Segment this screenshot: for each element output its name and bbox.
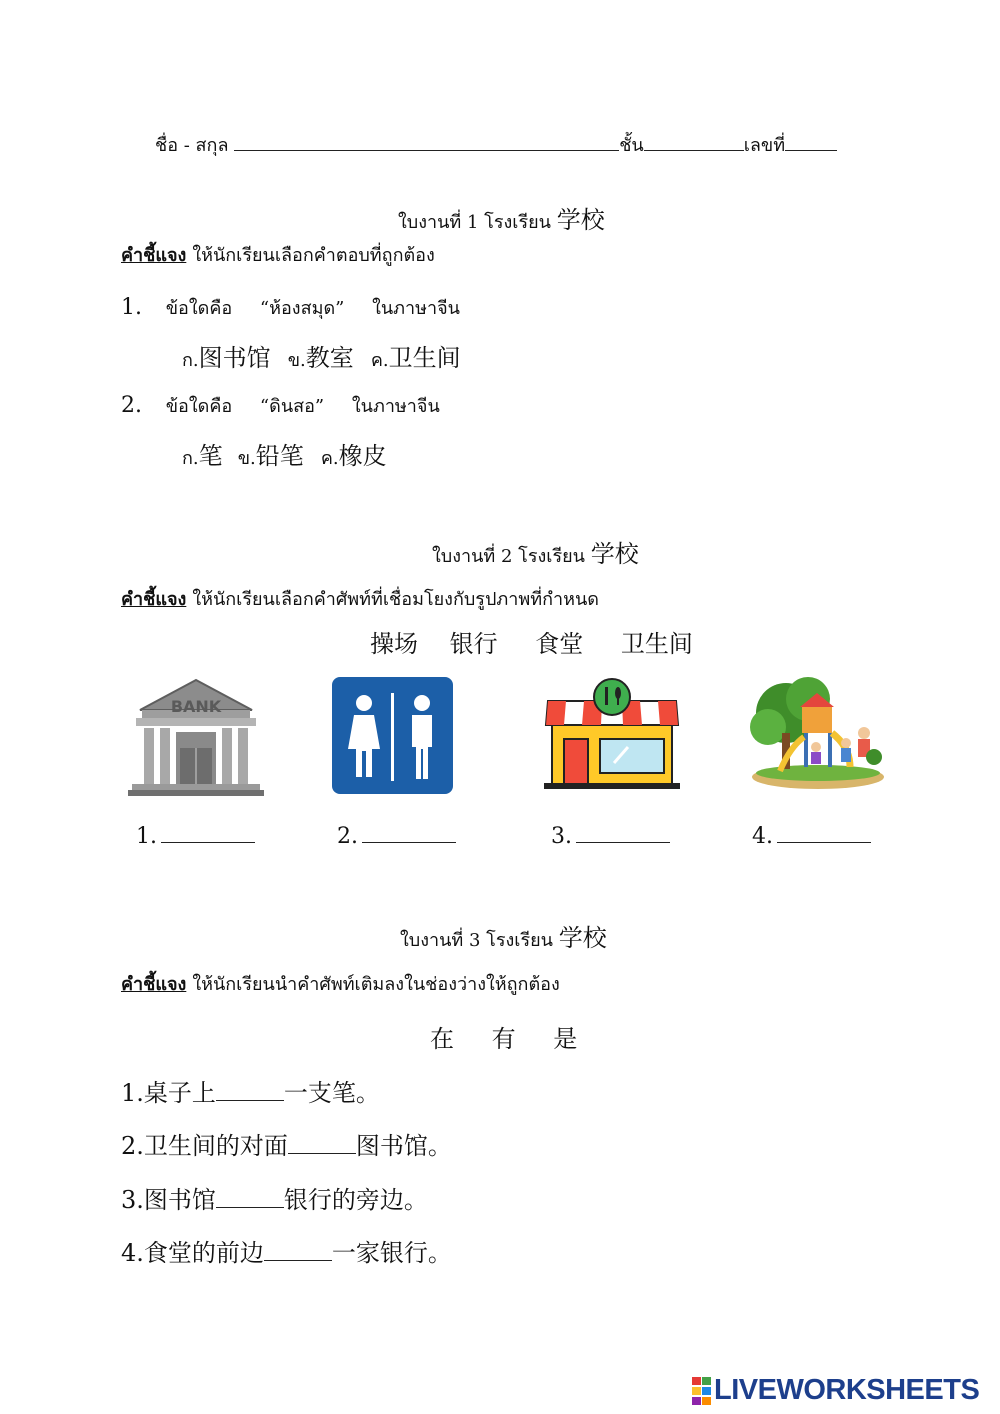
word-bank-item: 有 [491,1025,516,1053]
question-2-options [182,436,387,472]
sheet1-title-zh: 学校 [556,206,605,234]
number-label: เลขที่ [743,135,786,156]
sentence-1: 1.桌子上 一支笔。 [121,1079,380,1107]
word-bank-item: 银行 [449,630,498,658]
sentence-3: 3.图书馆 银行的旁边。 [121,1186,428,1214]
instruction-text: ให้นักเรียนนำคำศัพท์เติมลงในช่องว่างให้ถูกต้อง [192,974,560,995]
fill-blank[interactable] [216,1080,284,1101]
sheet3-instruction [121,969,560,998]
bank-sign: BANK [170,697,222,716]
fill-blank[interactable] [216,1187,284,1208]
sentence-2: 2.卫生间的对面 图书馆。 [121,1132,452,1160]
fill-blank[interactable] [288,1133,356,1154]
answer-2[interactable]: 2. [337,824,456,849]
option[interactable]: ค.橡皮 [320,442,387,470]
instruction-text: ให้นักเรียนเลือกคำศัพท์ที่เชื่อมโยงกับรูปภาพที่กำหนด [192,589,599,610]
sheet1-title [398,200,605,236]
question-number: 2. [121,393,142,418]
bank-image [128,676,264,798]
option[interactable]: ก.图书馆 [182,344,271,372]
sheet3-title [400,918,607,954]
sentence-4: 4.食堂的前边 一家银行。 [121,1239,452,1267]
answer-3[interactable]: 3. [551,824,670,849]
word-bank-item: 在 [430,1025,454,1053]
word-bank-item: 食堂 [535,630,584,658]
question-2 [121,391,440,420]
question-suffix: ในภาษาจีน [351,396,440,417]
student-info-line [155,130,837,159]
sheet1-instruction [121,240,435,269]
question-1 [121,293,460,322]
sheet3-title-zh: 学校 [558,924,607,952]
class-input[interactable] [644,148,744,151]
playground-image [750,677,886,789]
option[interactable]: ข.铅笔 [237,442,304,470]
number-input[interactable] [785,148,837,151]
answer-blank[interactable] [576,840,670,843]
liveworksheets-logo [692,1374,979,1407]
fill-blank[interactable] [264,1240,332,1261]
playground-icon [750,677,886,789]
sheet2-title-text: ใบงานที่ 2 โรงเรียน [432,546,585,567]
answer-blank[interactable] [362,840,456,843]
logo-text: LIVEWORKSHEETS [714,1374,980,1406]
name-input[interactable] [234,148,619,151]
restroom-icon [332,677,453,794]
question-word: “ดินสอ” [259,396,325,417]
option[interactable]: ก.笔 [182,442,223,470]
word-bank-item: 卫生间 [620,630,693,658]
question-prefix: ข้อใดคือ [165,298,233,319]
question-word: “ห้องสมุด” [259,298,345,319]
sheet3-word-bank [430,1019,577,1054]
restroom-image [332,677,453,794]
answer-1[interactable]: 1. [136,824,255,849]
sheet2-title [432,534,639,570]
canteen-icon [544,677,680,791]
answer-blank[interactable] [777,840,871,843]
sheet3-title-text: ใบงานที่ 3 โรงเรียน [400,930,553,951]
sheet2-instruction [121,584,599,613]
instruction-label: คำชี้แจง [121,974,187,995]
word-bank-item: 操场 [370,630,418,658]
canteen-image [544,677,680,791]
instruction-label: คำชี้แจง [121,589,187,610]
instruction-text: ให้นักเรียนเลือกคำตอบที่ถูกต้อง [192,245,435,266]
class-label: ชั้น [619,135,644,156]
answer-4[interactable]: 4. [752,824,871,849]
instruction-label: คำชี้แจง [121,245,187,266]
bank-icon [128,676,264,798]
name-label: ชื่อ - สกุล [155,135,229,156]
word-bank-item: 是 [553,1025,578,1053]
sheet1-title-text: ใบงานที่ 1 โรงเรียน [398,212,551,233]
question-suffix: ในภาษาจีน [372,298,460,319]
question-1-options [182,338,461,374]
sheet2-title-zh: 学校 [590,540,639,568]
logo-icon [692,1377,712,1405]
option[interactable]: ข.教室 [287,344,354,372]
question-prefix: ข้อใดคือ [165,396,233,417]
question-number: 1. [121,295,142,320]
option[interactable]: ค.卫生间 [370,344,461,372]
answer-blank[interactable] [161,840,255,843]
sheet2-word-bank [370,624,693,659]
